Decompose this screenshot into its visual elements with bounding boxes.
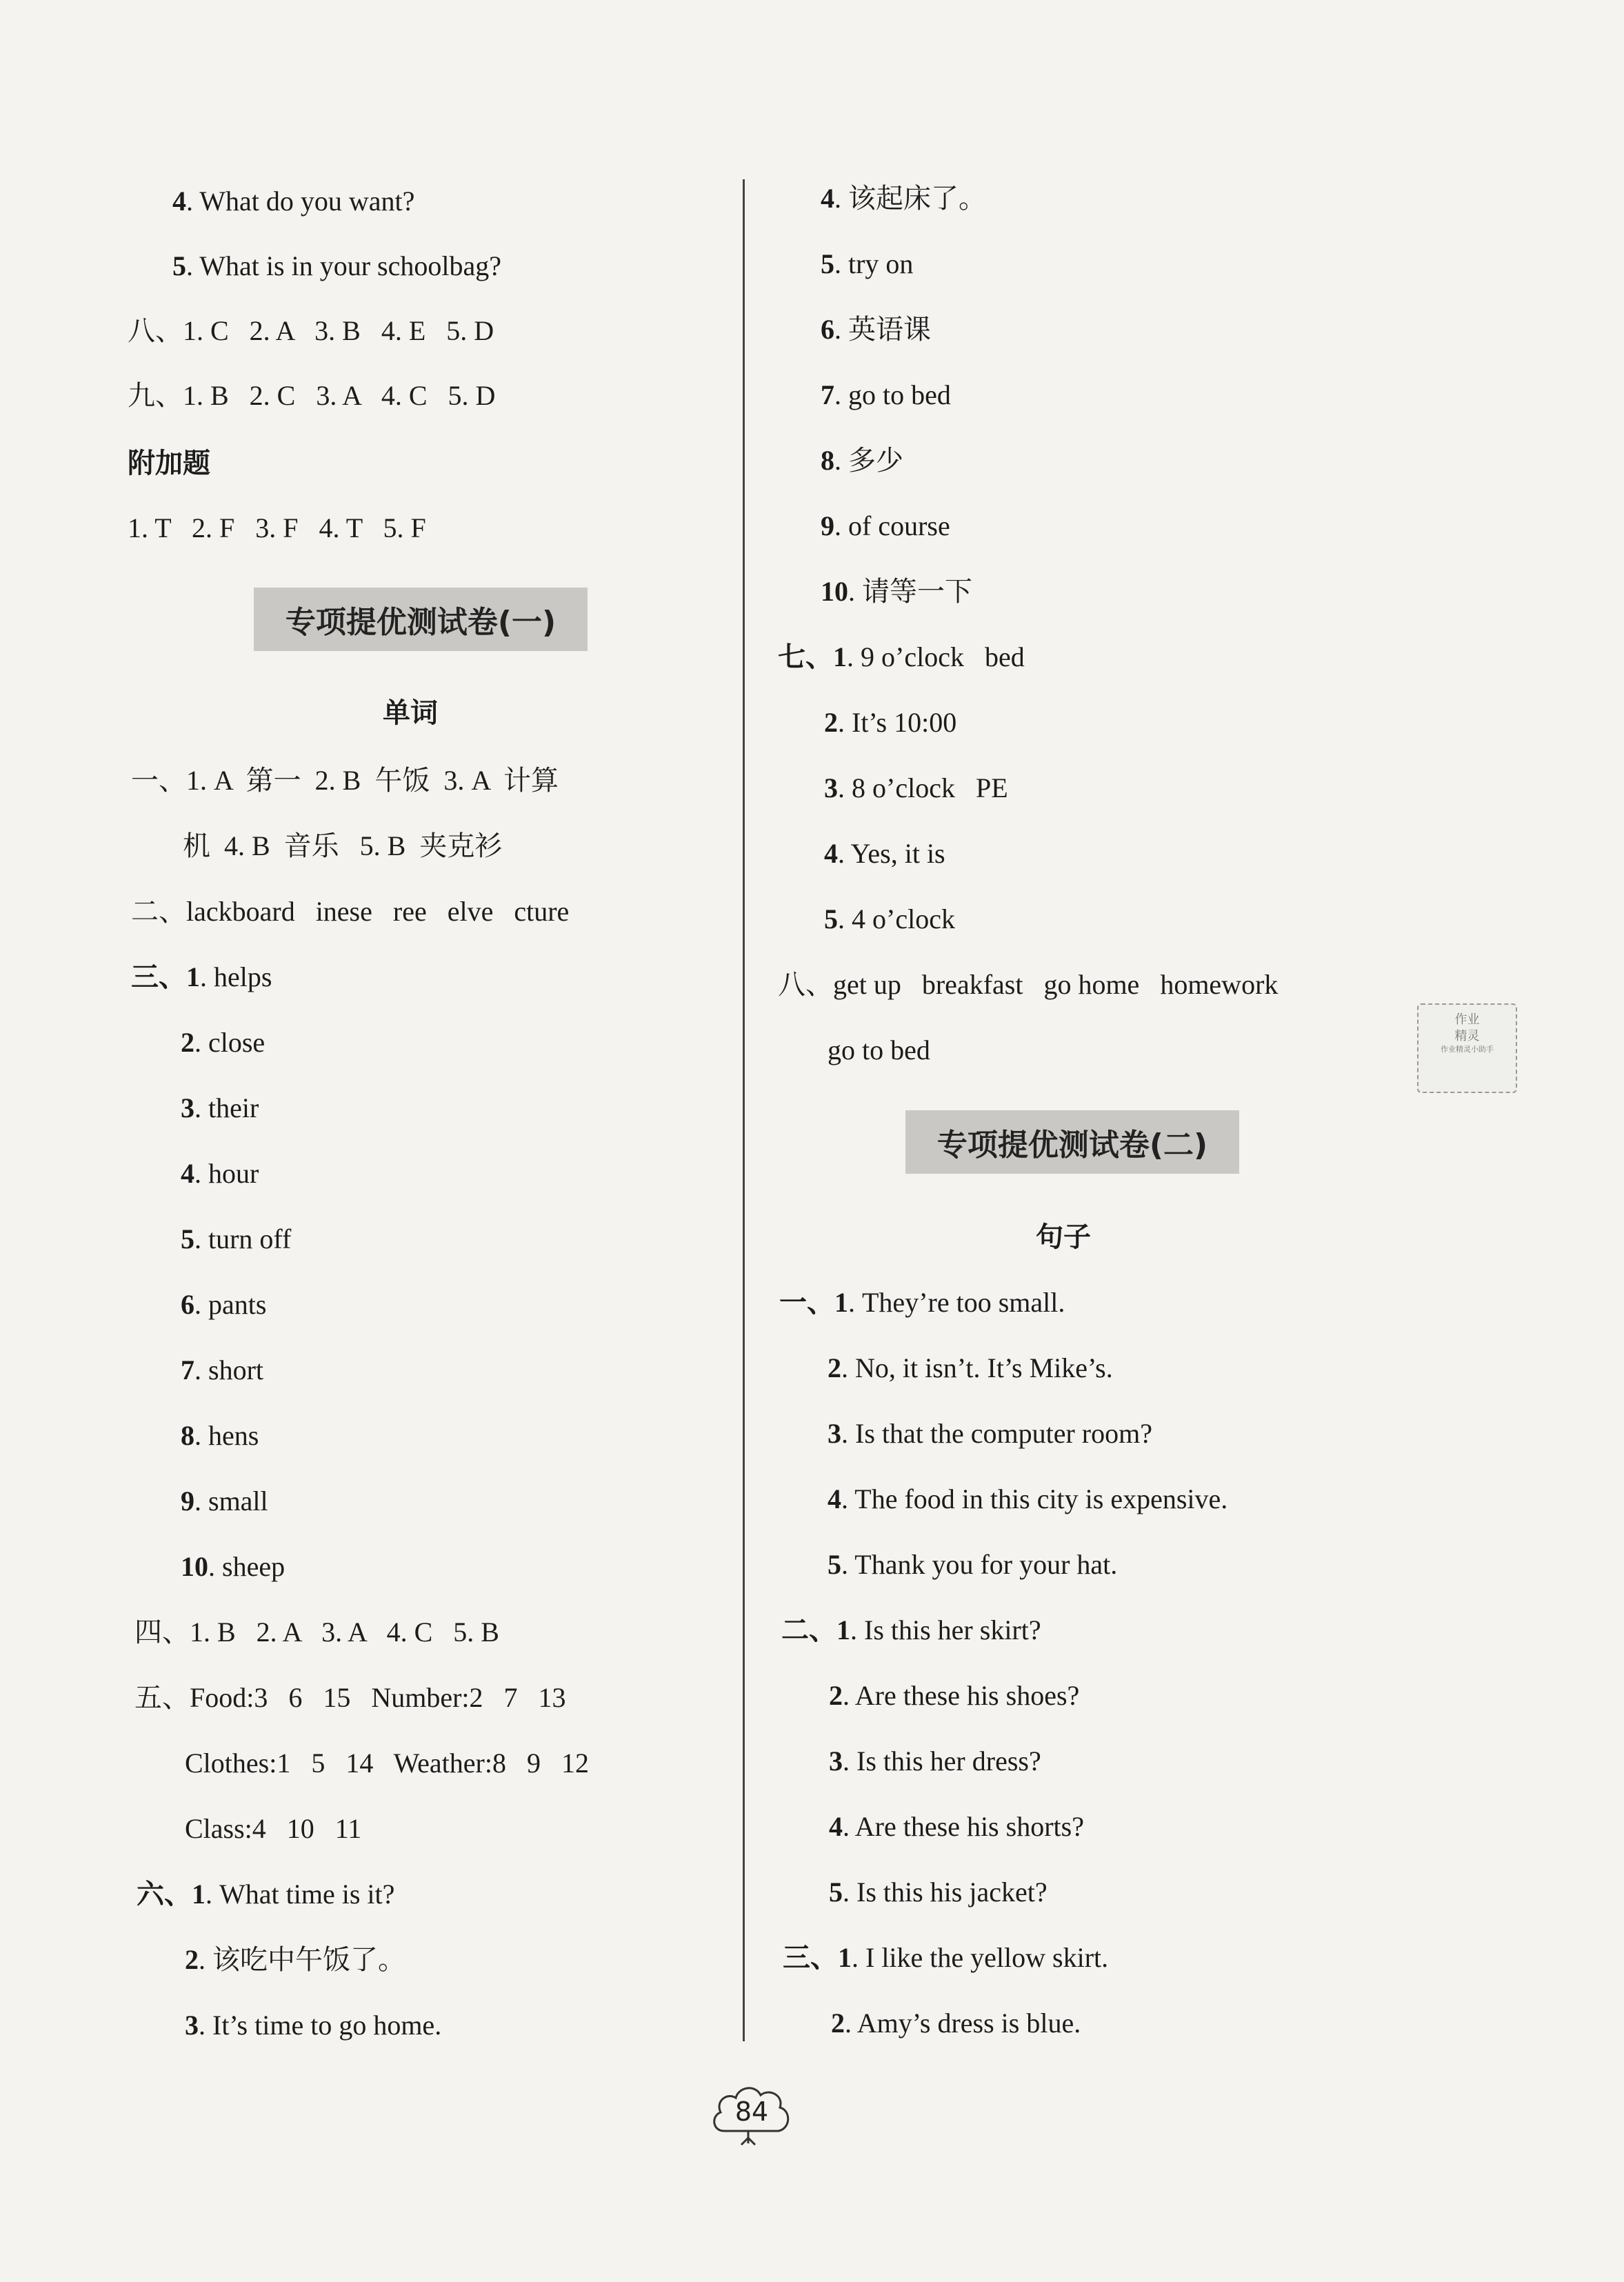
answer-line: 4. Yes, it is — [824, 838, 945, 869]
answer-line: 5. try on — [821, 248, 914, 279]
answer-line: 5. Is this his jacket? — [829, 1876, 1047, 1908]
answer-line: 6. 英语课 — [821, 314, 931, 345]
answer-row-si: 四、1. B 2. A 3. A 4. C 5. B — [134, 1617, 499, 1648]
answer-line: 5. What is in your schoolbag? — [172, 250, 501, 281]
answer-line: 2. Are these his shoes? — [829, 1680, 1080, 1711]
answer-line: 三、1. I like the yellow skirt. — [783, 1942, 1109, 1973]
section-subtitle-sentences: 句子 — [1036, 1221, 1091, 1253]
answer-line: 8. hens — [181, 1420, 259, 1451]
answer-row-er: 二、lackboard inese ree elve cture — [131, 896, 570, 927]
answer-line: 4. 该起床了。 — [821, 183, 986, 214]
answer-row-wu-cont: Clothes:1 5 14 Weather:8 9 12 — [185, 1748, 589, 1779]
answer-row-ba: 八、1. C 2. A 3. B 4. E 5. D — [128, 315, 494, 346]
answer-line: 10. sheep — [181, 1551, 285, 1582]
answer-row-wu: 五、Food:3 6 15 Number:2 7 13 — [134, 1682, 566, 1713]
answer-line: 7. short — [181, 1354, 263, 1385]
answer-line: 2. close — [181, 1027, 265, 1058]
answer-line: 5. Thank you for your hat. — [828, 1549, 1118, 1580]
answer-line: 七、1. 9 o’clock bed — [778, 641, 1025, 672]
answer-line: 9. of course — [821, 510, 950, 541]
answer-line: 4. What do you want? — [172, 186, 415, 217]
answer-line: 6. pants — [181, 1289, 267, 1320]
answer-line: 六、1. What time is it? — [137, 1879, 395, 1910]
answer-line: 二、1. Is this her skirt? — [781, 1614, 1041, 1645]
answer-row-ba-right: 八、get up breakfast go home homework — [778, 969, 1279, 1000]
answer-line: 3. 8 o’clock PE — [824, 772, 1008, 803]
answer-line: 2. It’s 10:00 — [824, 707, 957, 738]
answer-row-wu-cont: Class:4 10 11 — [185, 1813, 362, 1844]
answer-line: 3. Is that the computer room? — [828, 1418, 1152, 1449]
section-title-1: 专项提优测试卷(一) — [254, 588, 588, 651]
answer-row-yi: 一、1. A 第一 2. B 午饭 3. A 计算 — [131, 765, 559, 796]
answer-line: 3. their — [181, 1092, 259, 1123]
answer-line: 3. Is this her dress? — [829, 1745, 1041, 1776]
column-divider — [743, 179, 745, 2041]
section-subtitle-words: 单词 — [383, 697, 438, 729]
answer-line: 2. Amy’s dress is blue. — [831, 2008, 1081, 2039]
answer-line: 8. 多少 — [821, 445, 903, 476]
page-number-badge — [707, 2074, 796, 2152]
extra-questions-heading: 附加题 — [128, 448, 210, 479]
answer-row-jiu: 九、1. B 2. C 3. A 4. C 5. D — [128, 380, 496, 411]
answer-line: 4. The food in this city is expensive. — [828, 1483, 1228, 1514]
page-number: 84 — [734, 2096, 769, 2127]
answer-line: 2. 该吃中午饭了。 — [185, 1944, 405, 1975]
answer-line: 4. hour — [181, 1158, 259, 1189]
extra-answers: 1. T 2. F 3. F 4. T 5. F — [128, 512, 426, 543]
answer-line: 3. It’s time to go home. — [185, 2010, 442, 2041]
section-title-2: 专项提优测试卷(二) — [905, 1110, 1239, 1174]
answer-line: 一、1. They’re too small. — [779, 1287, 1065, 1318]
answer-line: 2. No, it isn’t. It’s Mike’s. — [828, 1352, 1113, 1383]
answer-row-yi-cont: 机 4. B 音乐 5. B 夹克衫 — [183, 830, 503, 861]
answer-line: 5. 4 o’clock — [824, 903, 955, 934]
answer-line: 7. go to bed — [821, 379, 951, 410]
answer-line: 4. Are these his shorts? — [829, 1811, 1084, 1842]
watermark-stamp: 作业 精灵 作业精灵小助手 — [1417, 1003, 1517, 1093]
answer-line: 9. small — [181, 1485, 268, 1517]
answer-line: 5. turn off — [181, 1223, 292, 1254]
answer-row-ba-right-cont: go to bed — [828, 1034, 930, 1065]
answer-line: 三、1. helps — [131, 961, 272, 992]
answer-line: 10. 请等一下 — [821, 576, 972, 607]
